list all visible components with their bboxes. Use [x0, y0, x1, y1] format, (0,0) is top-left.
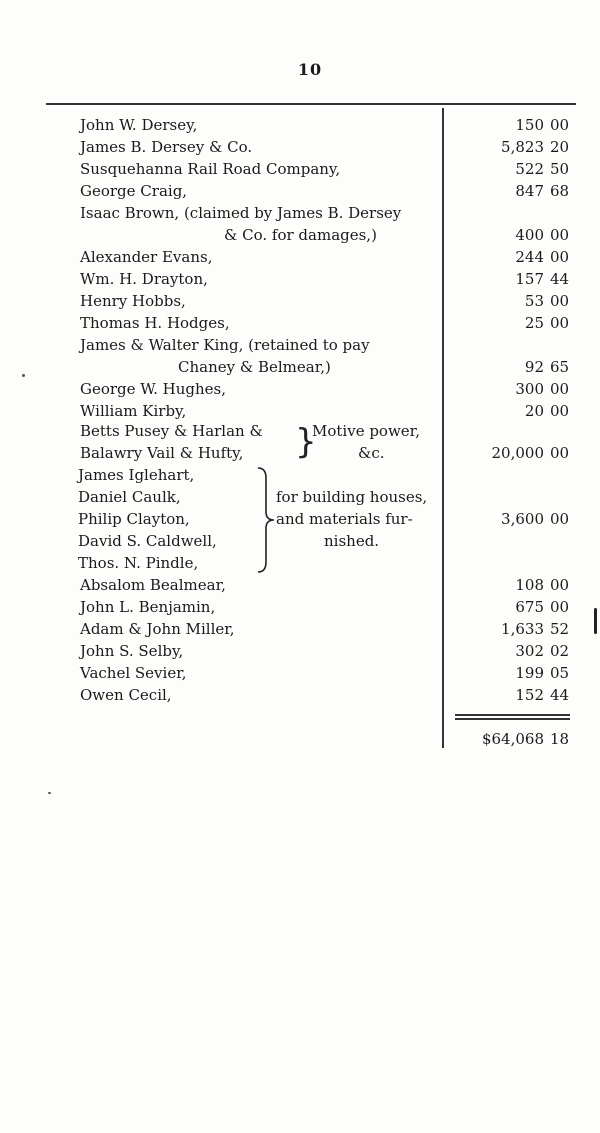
payee-name: Adam & John Miller, — [80, 620, 235, 638]
total-rule — [455, 714, 570, 716]
amount-dollars: 302 — [515, 642, 544, 660]
payee-name: Philip Clayton, — [78, 510, 190, 528]
amount-cents: 02 — [550, 642, 570, 660]
scan-speck — [22, 374, 25, 377]
amount-dollars: 400 — [515, 226, 544, 244]
payee-name: David S. Caldwell, — [78, 532, 217, 550]
payee-name: Wm. H. Drayton, — [80, 270, 208, 288]
amount-cents: 00 — [550, 292, 570, 310]
scan-speck — [594, 608, 597, 634]
payee-name: James & Walter King, (retained to pay — [80, 336, 370, 354]
payee-name: Absalom Bealmear, — [80, 576, 226, 594]
amount-cents: 00 — [550, 314, 570, 332]
amount-dollars: 25 — [524, 314, 544, 332]
amount-dollars: 20,000 — [491, 444, 544, 462]
amount-cents: 00 — [550, 248, 570, 266]
amount-cents: 20 — [550, 138, 570, 156]
amount-dollars: 1,633 — [501, 620, 544, 638]
payee-name: John L. Benjamin, — [80, 598, 216, 616]
payee-name: James Iglehart, — [78, 466, 195, 484]
amount-dollars: 522 — [515, 160, 544, 178]
amount-dollars: 847 — [515, 182, 544, 200]
amount-dollars: 244 — [515, 248, 544, 266]
right-brace-icon: } — [295, 422, 317, 462]
amount-cents: 00 — [550, 576, 570, 594]
amount-dollars: 53 — [524, 292, 544, 310]
amount-cents: 65 — [550, 358, 570, 376]
payee-name: Owen Cecil, — [80, 686, 172, 704]
payee-name: George Craig, — [80, 182, 188, 200]
amount-dollars: 157 — [515, 270, 544, 288]
total-dollars: $64,068 — [481, 730, 544, 748]
amount-cents: 05 — [550, 664, 570, 682]
amount-cents: 00 — [550, 510, 570, 528]
payee-name: Chaney & Belmear,) — [178, 358, 331, 376]
amount-cents: 00 — [550, 444, 570, 462]
scan-speck — [48, 792, 51, 794]
amount-dollars: 108 — [515, 576, 544, 594]
group-note-line: &c. — [358, 444, 385, 462]
amount-cents: 00 — [550, 116, 570, 134]
amount-dollars: 150 — [515, 116, 544, 134]
amount-dollars: 3,600 — [501, 510, 544, 528]
payee-name: William Kirby, — [80, 402, 187, 420]
total-cents: 18 — [550, 730, 570, 748]
payee-name: Daniel Caulk, — [78, 488, 181, 506]
payee-name: Thomas H. Hodges, — [80, 314, 230, 332]
amount-dollars: 300 — [515, 380, 544, 398]
payee-name: George W. Hughes, — [80, 380, 226, 398]
amount-dollars: 675 — [515, 598, 544, 616]
amount-dollars: 199 — [515, 664, 544, 682]
payee-name: Balawry Vail & Hufty, — [80, 444, 244, 462]
amount-dollars: 20 — [524, 402, 544, 420]
top-rule — [46, 103, 576, 105]
group-note-line: nished. — [324, 532, 380, 550]
amount-cents: 00 — [550, 226, 570, 244]
right-brace-icon — [256, 466, 276, 574]
amount-dollars: 5,823 — [501, 138, 544, 156]
page-number: 10 — [297, 60, 323, 79]
amount-dollars: 92 — [524, 358, 544, 376]
payee-name: James B. Dersey & Co. — [80, 138, 253, 156]
amount-dollars: 152 — [515, 686, 544, 704]
amount-cents: 68 — [550, 182, 570, 200]
payee-name: Susquehanna Rail Road Company, — [80, 160, 341, 178]
payee-name: Henry Hobbs, — [80, 292, 186, 310]
group-note-line: and materials fur- — [276, 510, 413, 528]
amount-cents: 44 — [550, 270, 570, 288]
amount-cents: 00 — [550, 598, 570, 616]
payee-name: Thos. N. Pindle, — [78, 554, 199, 572]
amount-cents: 00 — [550, 380, 570, 398]
amount-cents: 00 — [550, 402, 570, 420]
amount-cents: 52 — [550, 620, 570, 638]
payee-name: Isaac Brown, (claimed by James B. Dersey — [80, 204, 402, 222]
payee-name: John W. Dersey, — [80, 116, 198, 134]
payee-name: Betts Pusey & Harlan & — [80, 422, 263, 440]
payee-name: Alexander Evans, — [80, 248, 213, 266]
payee-name: & Co. for damages,) — [224, 226, 377, 244]
column-divider — [442, 108, 444, 748]
total-rule — [455, 718, 570, 720]
group-note-line: for building houses, — [276, 488, 428, 506]
payee-name: John S. Selby, — [80, 642, 184, 660]
payee-name: Vachel Sevier, — [80, 664, 187, 682]
group-note-line: Motive power, — [312, 422, 420, 440]
amount-cents: 50 — [550, 160, 570, 178]
amount-cents: 44 — [550, 686, 570, 704]
